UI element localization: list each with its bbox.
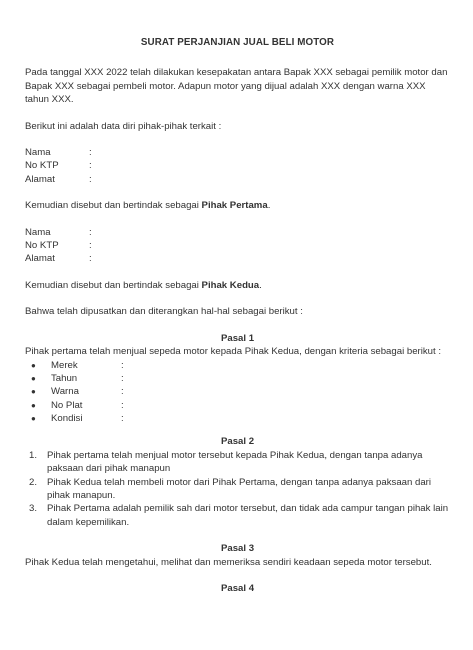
list-item (25, 399, 450, 412)
party2-designation: Kemudian disebut dan bertindak sebagai Pihak Kedua. (25, 279, 262, 291)
field-colon: : (121, 372, 124, 384)
party1-field-alamat (25, 173, 450, 186)
pasal-2-list (25, 449, 450, 529)
agreement-intro: Bahwa telah dipusatkan dan diterangkan hal-hal sebagai berikut : (25, 306, 303, 318)
list-item (25, 385, 450, 398)
field-colon: : (89, 253, 92, 265)
document-title: SURAT PERJANJIAN JUAL BELI MOTOR (140, 37, 335, 48)
item-text: Pihak Pertama adalah pemilik sah dari motor tersebut, dan tidak ada campur tangan pihak lain dalam kepemilikan. (47, 503, 449, 528)
designation-prefix: Kemudian disebut dan bertindak sebagai (25, 279, 202, 291)
party2-fields (25, 226, 450, 266)
bullet-icon: ● (31, 414, 36, 424)
criteria-label: Kondisi (51, 413, 83, 425)
list-item (25, 476, 450, 503)
field-label: Alamat (25, 173, 55, 185)
criteria-list (25, 359, 450, 426)
party1-designation: Kemudian disebut dan bertindak sebagai Pihak Pertama. (25, 200, 271, 212)
list-item (25, 502, 450, 529)
item-text: Pihak Kedua telah membeli motor dari Pihak Pertama, dengan tanpa adanya paksaan dari pihak manapun. (47, 476, 431, 502)
field-label: No KTP (25, 160, 59, 172)
field-colon: : (121, 386, 124, 398)
pasal-2-heading: Pasal 2 (220, 436, 255, 448)
criteria-label: Warna (51, 386, 79, 398)
criteria-label: Merek (51, 359, 78, 371)
field-colon: : (89, 240, 92, 252)
field-label: Alamat (25, 253, 55, 265)
field-colon: : (89, 160, 92, 172)
list-item (25, 449, 450, 476)
field-colon: : (89, 173, 92, 185)
item-text: Pihak pertama telah menjual motor tersebut kepada Pihak Kedua, dengan tanpa adanya paksaan dari pihak manapun (47, 449, 423, 475)
party1-field-ktp (25, 159, 450, 172)
designation-prefix: Kemudian disebut dan bertindak sebagai (25, 200, 202, 212)
data-intro: Berikut ini adalah data diri pihak-pihak terkait : (25, 120, 222, 132)
designation-name: Pihak Pertama (201, 200, 268, 212)
field-colon: : (89, 226, 92, 238)
field-colon: : (121, 399, 124, 411)
criteria-label: Tahun (51, 372, 78, 384)
pasal-1-text: Pihak pertama telah menjual sepeda motor kepada Pihak Kedua, dengan kriteria sebagai berikut : (25, 346, 441, 358)
bullet-icon: ● (31, 360, 36, 370)
party2-field-alamat (25, 252, 450, 265)
list-item (25, 359, 450, 372)
pasal-3-text: Pihak Kedua telah mengetahui, melihat dan memeriksa sendiri keadaan sepeda motor tersebut. (25, 556, 432, 568)
pasal-3-heading: Pasal 3 (220, 543, 255, 555)
list-item (25, 372, 450, 385)
field-colon: : (121, 359, 124, 371)
party2-field-nama (25, 226, 450, 239)
pasal-1-heading: Pasal 1 (220, 332, 255, 344)
designation-name: Pihak Kedua (201, 279, 260, 291)
item-number: 1. (29, 449, 38, 461)
document-page (25, 36, 450, 596)
pasal-4-heading: Pasal 4 (220, 583, 255, 595)
party1-field-nama (25, 146, 450, 159)
item-number: 2. (29, 476, 38, 488)
bullet-icon: ● (31, 373, 36, 383)
field-label: No KTP (25, 240, 59, 252)
party1-fields (25, 146, 450, 186)
field-label: Nama (25, 147, 51, 159)
list-item (25, 412, 450, 425)
field-colon: : (121, 413, 124, 425)
bullet-icon: ● (31, 400, 36, 410)
party2-field-ktp (25, 239, 450, 252)
intro-paragraph: Pada tanggal XXX 2022 telah dilakukan kesepakatan antara Bapak XXX sebagai pemilik motor dan Bapak XXX sebagai pembeli motor. Adapun motor yang dijual adalah XXX dengan warna XXX tahun XXX. (25, 67, 448, 106)
criteria-label: No Plat (51, 399, 83, 411)
bullet-icon: ● (31, 387, 36, 397)
field-colon: : (89, 147, 92, 159)
item-number: 3. (29, 503, 38, 515)
field-label: Nama (25, 226, 51, 238)
